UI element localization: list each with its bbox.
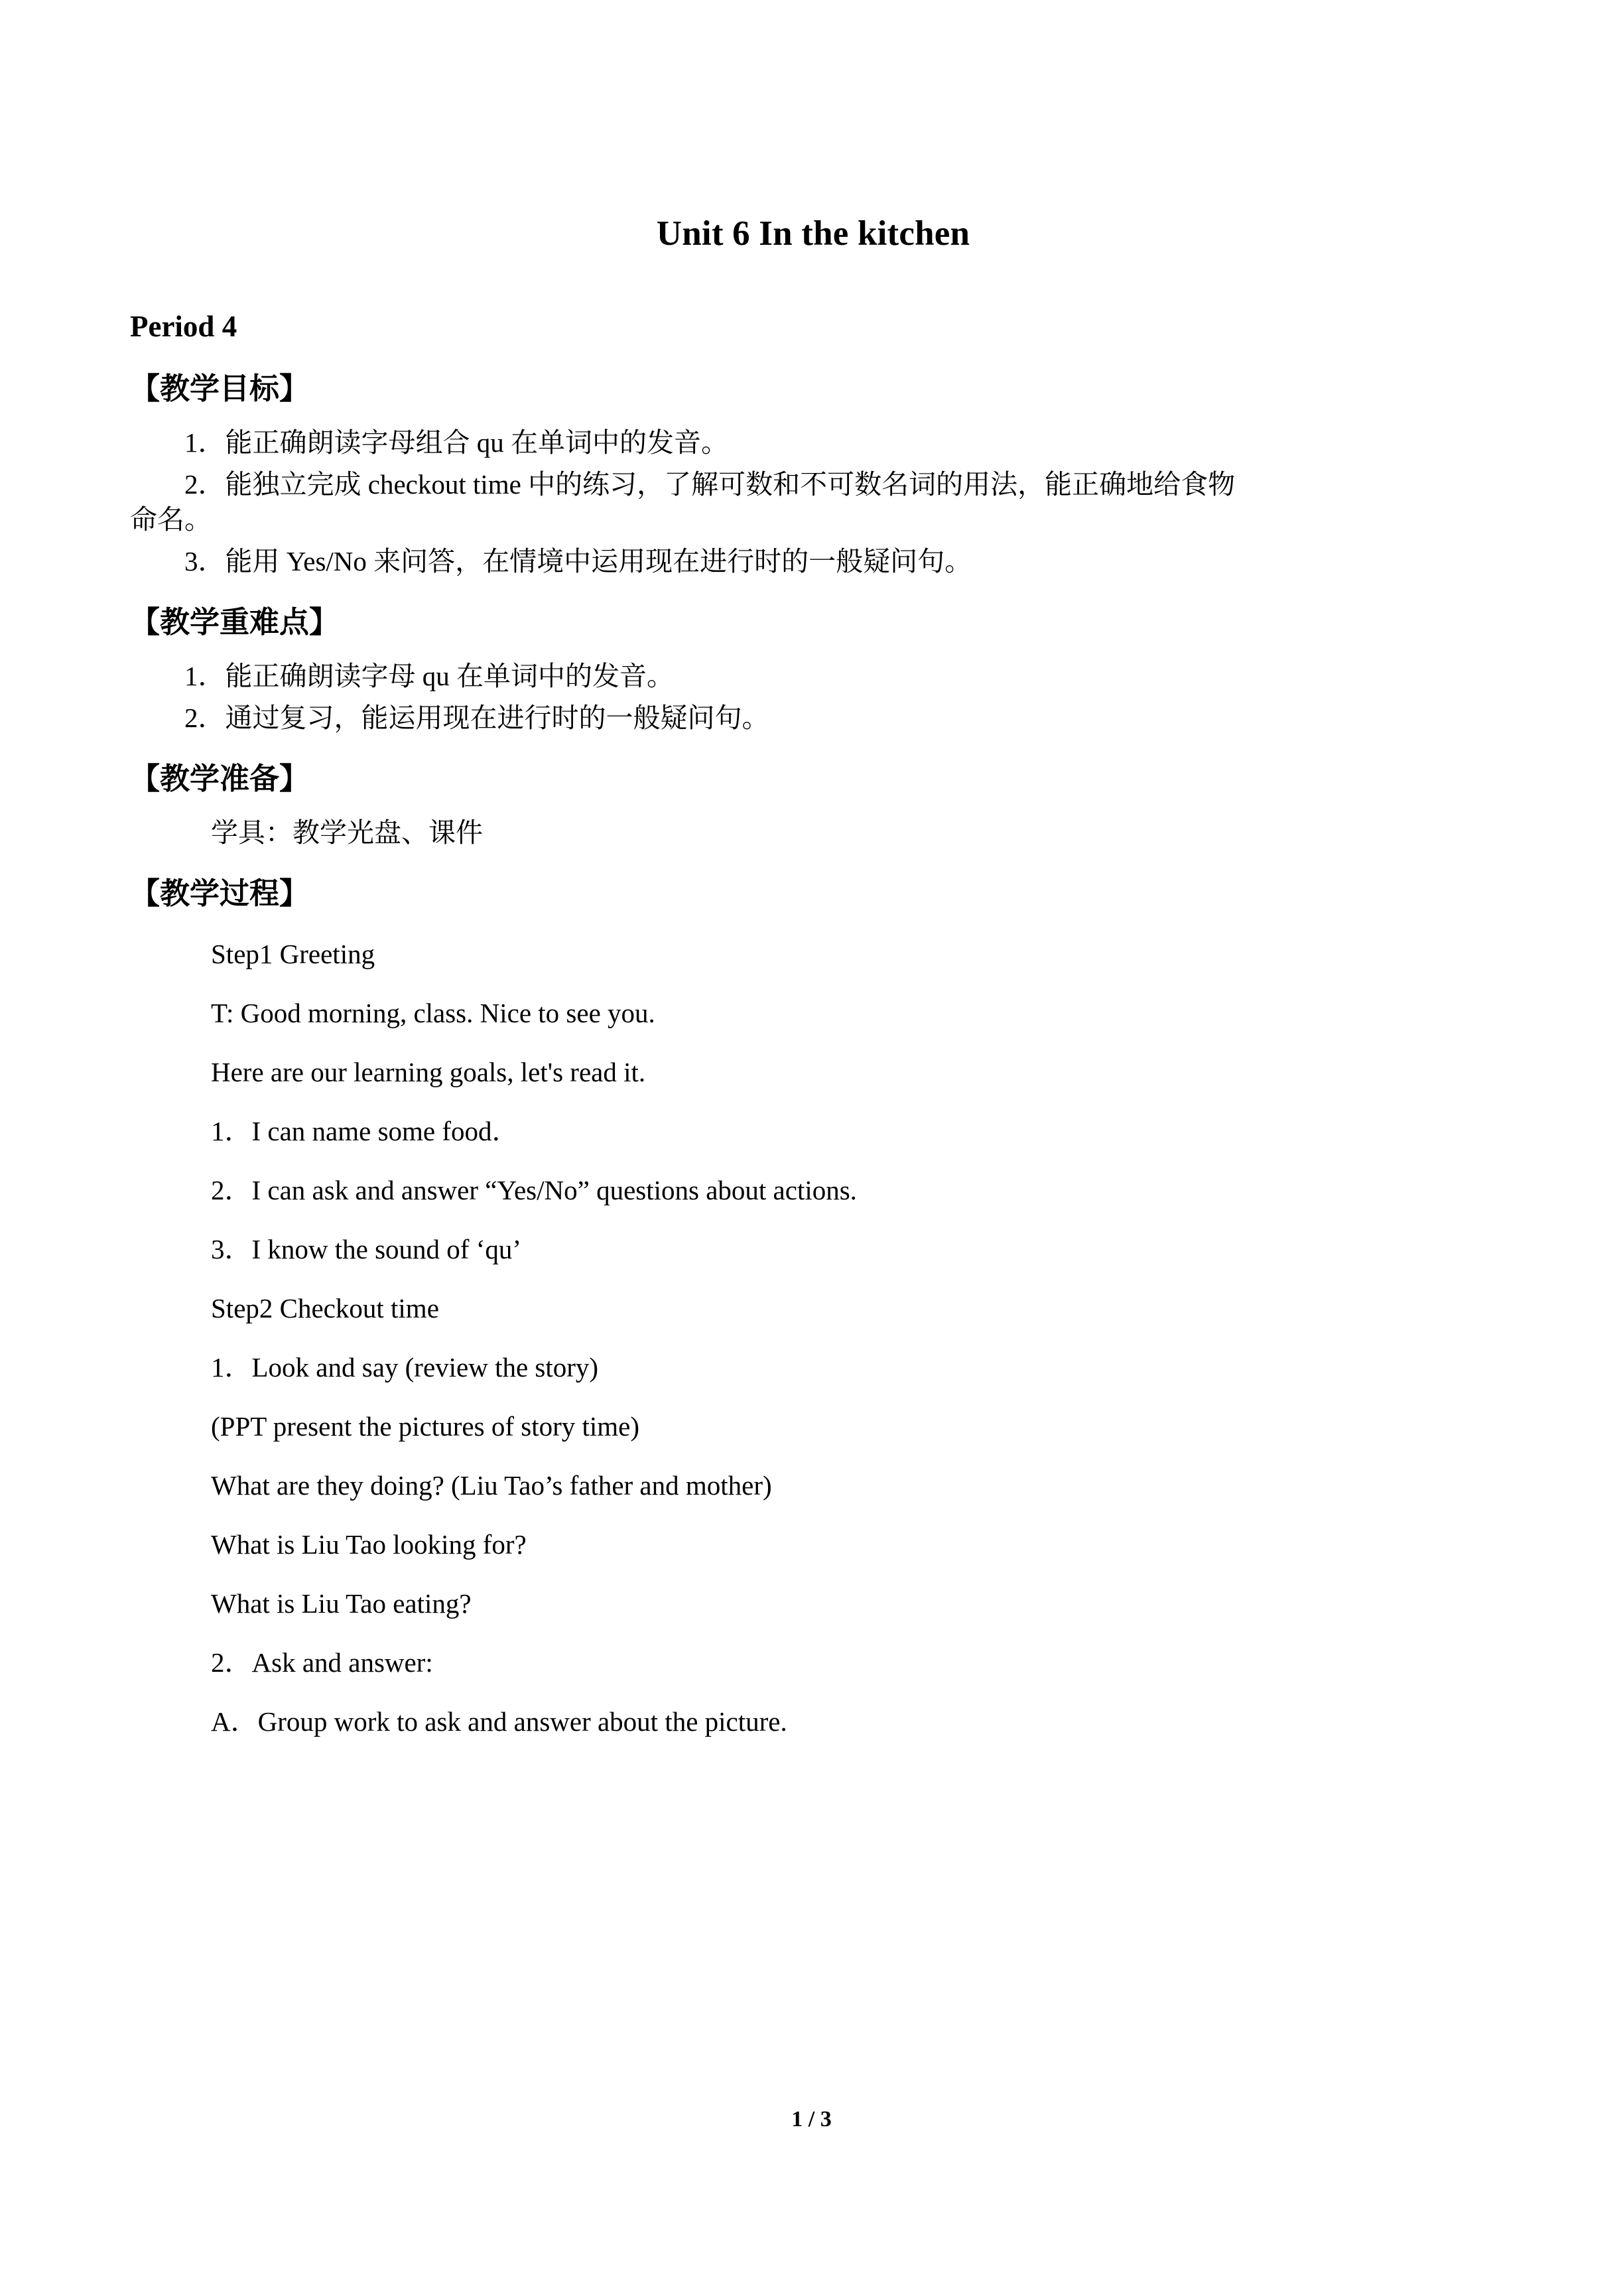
period-heading: Period 4: [130, 310, 237, 343]
page-title: Unit 6 In the kitchen: [656, 214, 970, 253]
procedure-line: What are they doing? (Liu Tao’s father and mother): [211, 1470, 772, 1501]
section-heading-key-points: 【教学重难点】: [130, 606, 340, 639]
page-footer: 1 / 3: [791, 2107, 832, 2131]
procedure-line: 1．Look and say (review the story): [211, 1352, 599, 1383]
objective-item: 2．能独立完成 checkout time 中的练习，了解可数和不可数名词的用法，能正确地给食物: [184, 469, 1236, 500]
key-point-item: 1．能正确朗读字母 qu 在单词中的发音。: [184, 661, 674, 691]
procedure-line: Here are our learning goals, let's read it.: [211, 1057, 646, 1087]
procedure-line: (PPT present the pictures of story time): [211, 1411, 640, 1442]
section-heading-procedure: 【教学过程】: [130, 877, 310, 910]
document-body: [130, 0, 1496, 1735]
section-heading-objectives: 【教学目标】: [130, 372, 310, 405]
procedure-line: Step1 Greeting: [211, 939, 375, 969]
procedure-line: 2．Ask and answer:: [211, 1647, 433, 1678]
procedure-line: 3．I know the sound of ‘qu’: [211, 1234, 522, 1264]
procedure-line: What is Liu Tao looking for?: [211, 1529, 527, 1560]
objective-item: 1．能正确朗读字母组合 qu 在单词中的发音。: [184, 427, 728, 458]
preparation-item: 学具：教学光盘、课件: [211, 817, 483, 848]
key-point-item: 2．通过复习，能运用现在进行时的一般疑问句。: [184, 703, 769, 733]
procedure-line: Step2 Checkout time: [211, 1293, 439, 1323]
procedure-line: 2．I can ask and answer “Yes/No” questions about actions.: [211, 1175, 857, 1205]
objective-item-continuation: 命名。: [130, 504, 212, 535]
procedure-line: A．Group work to ask and answer about the picture.: [211, 1706, 787, 1737]
objective-item: 3．能用 Yes/No 来问答，在情境中运用现在进行时的一般疑问句。: [184, 546, 972, 576]
procedure-line: 1．I can name some food．: [211, 1116, 519, 1146]
procedure-line: T: Good morning, class. Nice to see you.: [211, 998, 655, 1028]
section-heading-preparation: 【教学准备】: [130, 762, 310, 795]
procedure-line: What is Liu Tao eating?: [211, 1588, 472, 1619]
